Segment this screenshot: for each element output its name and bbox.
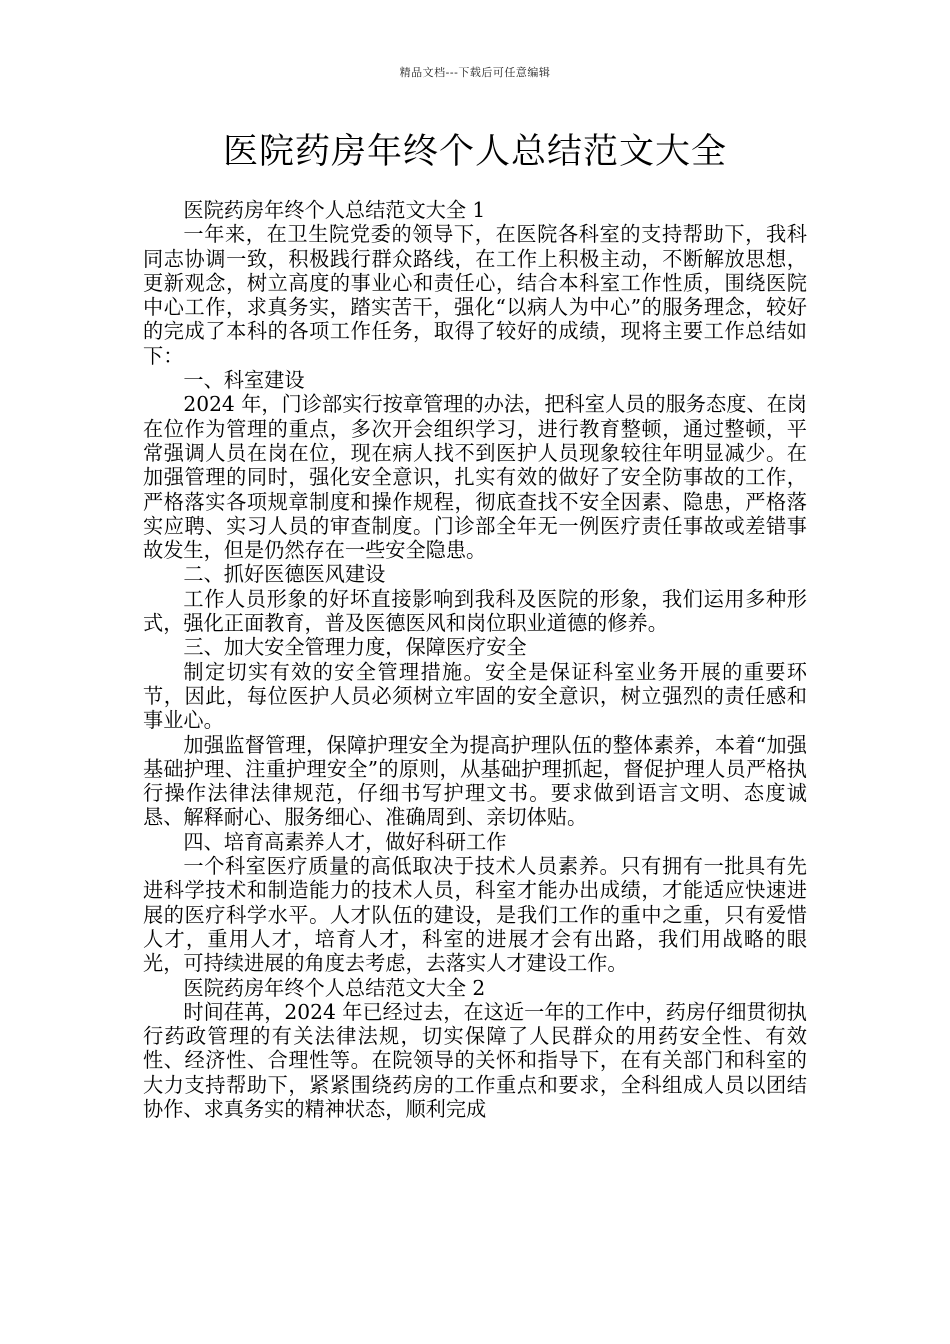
subsection-heading: 三、加大安全管理力度，保障医疗安全 — [183, 635, 527, 660]
paragraph: 制定切实有效的安全管理措施。安全是保证科室业务开展的重要环节，因此，每位医护人员必须树立牢固的安全意识，树立强烈的责任感和事业心。 — [143, 659, 807, 733]
document-title: 医院药房年终个人总结范文大全 — [222, 132, 727, 172]
paragraph: 一年来，在卫生院党委的领导下，在医院各科室的支持帮助下，我科同志协调一致，积极践行群众路线，在工作上积极主动，不断解放思想，更新观念，树立高度的事业心和责任心，结合本科室工作性质，围绕医院中心工作，求真务实，踏实苦干，强化“以病人为中心”的服务理念，较好的完成了本科的各项工作任务，取得了较好的成绩，现将主要工作总结如下： — [143, 222, 807, 368]
paragraph: 工作人员形象的好坏直接影响到我科及医院的形象，我们运用多种形式，强化正面教育，普及医德医风和岗位职业道德的修养。 — [143, 586, 807, 636]
paragraph: 2024 年，门诊部实行按章管理的办法，把科室人员的服务态度、在岗在位作为管理的重点，多次开会组织学习，进行教育整顿，通过整顿，平常强调人员在岗在位，现在病人找不到医护人员现象较往年明显减少。在加强管理的同时，强化安全意识，扎实有效的做好了安全防事故的工作，严格落实各项规章制度和操作规程，彻底查找不安全因素、隐患，严格落实应聘、实习人员的审查制度。门诊部全年无一例医疗责任事故或差错事故发生，但是仍然存在一些安全隐患。 — [143, 392, 807, 563]
subsection-heading: 二、抓好医德医风建设 — [183, 562, 386, 587]
header-note: 精品文档---下载后可任意编辑 — [399, 66, 551, 79]
document-body — [143, 198, 807, 1121]
section-heading: 医院药房年终个人总结范文大全 2 — [183, 975, 486, 1000]
section-heading: 医院药房年终个人总结范文大全 1 — [183, 198, 486, 222]
subsection-heading: 四、培育高素养人才，做好科研工作 — [183, 829, 507, 854]
paragraph: 加强监督管理，保障护理安全为提高护理队伍的整体素养，本着“加强基础护理、注重护理安全”的原则，从基础护理抓起，督促护理人员严格执行操作法律法律规范，仔细书写护理文书。要求做到语言文明、态度诚恳、解释耐心、服务细心、准确周到、亲切体贴。 — [143, 732, 807, 830]
paragraph: 一个科室医疗质量的高低取决于技术人员素养。只有拥有一批具有先进科学技术和制造能力的技术人员，科室才能办出成绩，才能适应快速进展的医疗科学水平。人才队伍的建设，是我们工作的重中之重，只有爱惜人才，重用人才，培育人才，科室的进展才会有出路，我们用战略的眼光，可持续进展的角度去考虑，去落实人才建设工作。 — [143, 854, 807, 976]
subsection-heading: 一、科室建设 — [183, 368, 305, 393]
paragraph: 时间荏苒，2024 年已经过去，在这近一年的工作中，药房仔细贯彻执行药政管理的有关法律法规，切实保障了人民群众的用药安全性、有效性、经济性、合理性等。在院领导的关怀和指导下，在有关部门和科室的大力支持帮助下，紧紧围绕药房的工作重点和要求，全科组成人员以团结协作、求真务实的精神状态，顺利完成 — [143, 999, 807, 1121]
